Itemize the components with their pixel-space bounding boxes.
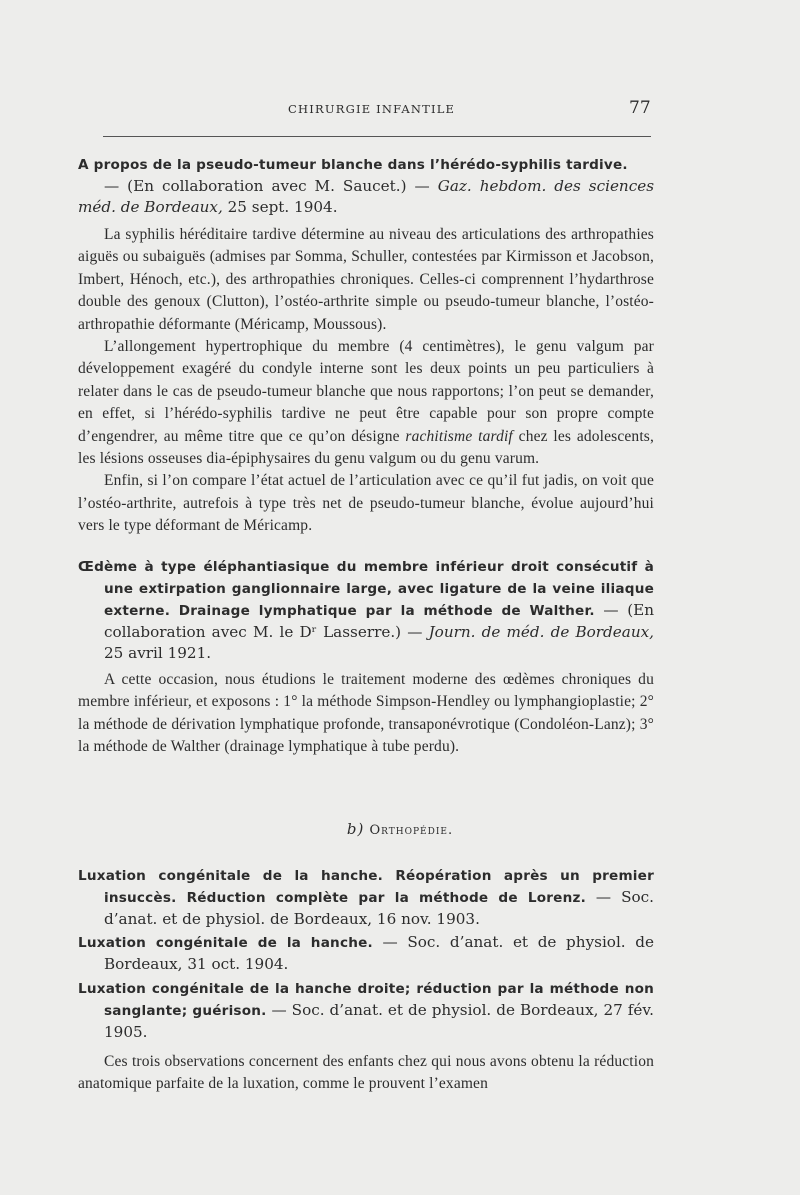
- journal-name: Journ. de méd. de Bordeaux,: [428, 623, 654, 641]
- entry-luxation-1904: [78, 932, 654, 975]
- entry-luxation-1905: [78, 978, 654, 1096]
- page-header: [0, 98, 800, 122]
- entry-oedeme: [78, 556, 654, 759]
- entry-luxation-1903: [78, 865, 654, 930]
- running-title: CHIRURGIE INFANTILE: [288, 102, 456, 116]
- entry-title: Œdème à type éléphantiasique du membre inférieur droit consécutif à une extirpation ganglionnaire large, avec ligature de la veine iliaque externe. Drainage lymphatique par la méthode de Walther.: [78, 559, 654, 619]
- paragraph-text: chez les adolescents, les lésions osseuses dia-épiphysaires du genu valgum ou du genu varum.: [78, 427, 654, 468]
- entry-title: A propos de la pseudo-tumeur blanche dans l’hérédo-syphilis tardive.: [78, 157, 628, 173]
- page-number: 77: [629, 98, 651, 118]
- entry-title: Luxation congénitale de la hanche.: [78, 935, 373, 951]
- entry-pseudo-tumeur: [78, 154, 654, 538]
- entry-source: — Soc. d’anat. et de physiol. de Bordeaux, 16 nov. 1903.: [104, 888, 654, 928]
- entry-reference: [78, 154, 654, 218]
- section-heading: [0, 820, 800, 838]
- entry-date: 25 sept. 1904.: [222, 198, 338, 216]
- section-title: Orthopédie.: [369, 823, 454, 838]
- entry-title: Luxation congénitale de la hanche droite; réduction par la méthode non sanglante; guérison.: [78, 981, 654, 1019]
- paragraph: La syphilis héréditaire tardive détermine au niveau des articulations des arthropathies aiguës ou subaiguës (admises par Somma, Schuller, contestées par Kirmisson et Jacobson, Imbert, Hénoch, etc.), des arthropathies chroniques. Celles-ci comprennent l’hydarthrose double des genoux (Clutton), l’ostéo-arthrite simple ou pseudo-tumeur blanche, l’ostéo-arthropathie déformante (Méricamp, Moussous).: [78, 226, 654, 333]
- paragraph: Enfin, si l’on compare l’état actuel de l’articulation avec ce qu’il fut jadis, on voit que l’ostéo-arthrite, autrefois à type très net de pseudo-tumeur blanche, évolue aujourd’hui vers le type déformant de Méricamp.: [78, 472, 654, 535]
- paragraph: Ces trois observations concernent des enfants chez qui nous avons obtenu la réduction anatomique parfaite de la luxation, comme le prouvent l’examen: [78, 1053, 654, 1093]
- header-rule: [103, 136, 651, 137]
- entry-reference: [78, 978, 654, 1043]
- entry-collaboration: — (En collaboration avec M. Saucet.) —: [104, 177, 438, 195]
- entry-reference: [78, 556, 654, 664]
- entry-collaboration: — (En collaboration avec M. le Dʳ Lasserre.) —: [104, 601, 654, 641]
- section-letter: b): [346, 820, 365, 838]
- emphasis-text: rachitisme tardif: [405, 427, 513, 445]
- paragraph: [78, 336, 654, 470]
- paragraph-text: L’allongement hypertrophique du membre (4 centimètres), le genu valgum par développement exagéré du condyle interne sont les deux points un peu particuliers à relater dans le cas de pseudo-tumeur blanche que nous rapportons; l’on peut se demander, en effet, si l’hérédo-syphilis tardive ne peut être capable pour son propre compte d’engendrer, au même titre que ce qu’on désigne: [78, 338, 654, 445]
- paragraph: A cette occasion, nous étudions le traitement moderne des œdèmes chroniques du membre inférieur, et exposons : 1° la méthode Simpson-Hendley ou lymphangioplastie; 2° la méthode de dérivation lymphatique profonde, transaponévrotique (Condoléon-Lanz); 3° la méthode de Walther (drainage lymphatique à tube perdu).: [78, 671, 654, 756]
- entry-title: Luxation congénitale de la hanche. Réopération après un premier insuccès. Réduction complète par la méthode de Lorenz.: [78, 868, 654, 906]
- entry-source: — Soc. d’anat. et de physiol. de Bordeaux, 31 oct. 1904.: [104, 933, 654, 973]
- entry-reference: [78, 932, 654, 975]
- entry-source: — Soc. d’anat. et de physiol. de Bordeaux, 27 fév. 1905.: [104, 1001, 654, 1041]
- entry-date: 25 avril 1921.: [104, 644, 212, 662]
- entry-reference: [78, 865, 654, 930]
- journal-name: Gaz. hebdom. des sciences méd. de Bordeaux,: [78, 177, 654, 216]
